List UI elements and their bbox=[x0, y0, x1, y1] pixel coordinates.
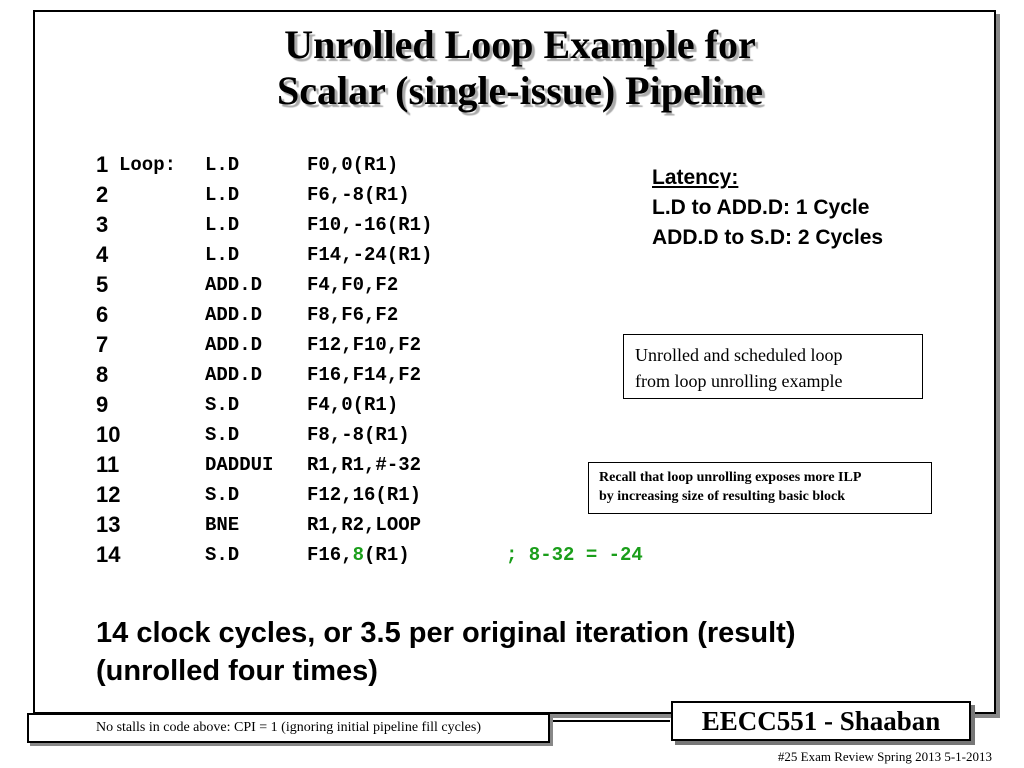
latency-heading: Latency: bbox=[652, 166, 739, 189]
opcode: ADD.D bbox=[205, 274, 263, 296]
operands: F16,F14,F2 bbox=[307, 364, 422, 386]
opcode: ADD.D bbox=[205, 364, 263, 386]
line-number: 11 bbox=[96, 452, 120, 477]
code-label: Loop: bbox=[119, 154, 177, 176]
latency-line-2: ADD.D to S.D: 2 Cycles bbox=[652, 226, 884, 249]
line-number: 1 bbox=[96, 152, 109, 177]
slide-title bbox=[0, 22, 1024, 114]
opcode: L.D bbox=[205, 214, 240, 236]
operands: F0,0(R1) bbox=[307, 154, 399, 176]
line-number: 4 bbox=[96, 242, 109, 267]
opcode: ADD.D bbox=[205, 334, 263, 356]
opcode: S.D bbox=[205, 484, 240, 506]
course-brand-box: EECC551 - Shaaban bbox=[671, 701, 971, 741]
line-number: 8 bbox=[96, 362, 109, 387]
cpi-note-box: No stalls in code above: CPI = 1 (ignoring initial pipeline fill cycles) bbox=[27, 713, 550, 743]
operands: R1,R1,#-32 bbox=[307, 454, 422, 476]
line-number: 9 bbox=[96, 392, 109, 417]
operands: F4,0(R1) bbox=[307, 394, 399, 416]
operand-suffix: (R1) bbox=[364, 544, 410, 566]
summary-line-2: (unrolled four times) bbox=[96, 655, 378, 687]
operands: F14,-24(R1) bbox=[307, 244, 433, 266]
operands: F4,F0,F2 bbox=[307, 274, 399, 296]
divider-line bbox=[550, 720, 670, 722]
box2-line-1: Recall that loop unrolling exposes more ILP bbox=[599, 470, 862, 485]
title-line-1: Unrolled Loop Example for bbox=[284, 22, 756, 67]
unrolled-note-box bbox=[623, 334, 923, 399]
operands: R1,R2,LOOP bbox=[307, 514, 422, 536]
operands: F10,-16(R1) bbox=[307, 214, 433, 236]
box1-line-2: from loop unrolling example bbox=[635, 371, 843, 391]
operands: F6,-8(R1) bbox=[307, 184, 410, 206]
opcode: S.D bbox=[205, 394, 240, 416]
line-number: 14 bbox=[96, 542, 121, 567]
line-number: 13 bbox=[96, 512, 121, 537]
line-number: 2 bbox=[96, 182, 109, 207]
line-number: 12 bbox=[96, 482, 121, 507]
operands: F8,-8(R1) bbox=[307, 424, 410, 446]
box1-line-1: Unrolled and scheduled loop bbox=[635, 345, 843, 365]
latency-line-1: L.D to ADD.D: 1 Cycle bbox=[652, 196, 870, 219]
operands: F8,F6,F2 bbox=[307, 304, 399, 326]
line-number: 10 bbox=[96, 422, 121, 447]
latency-note bbox=[652, 163, 883, 253]
opcode: S.D bbox=[205, 424, 240, 446]
opcode: BNE bbox=[205, 514, 240, 536]
box2-line-2: by increasing size of resulting basic block bbox=[599, 489, 846, 504]
title-line-2: Scalar (single-issue) Pipeline bbox=[277, 68, 763, 113]
line-number: 6 bbox=[96, 302, 109, 327]
opcode: DADDUI bbox=[205, 454, 274, 476]
summary-text bbox=[96, 614, 795, 690]
code-comment: ; 8-32 = -24 bbox=[506, 544, 643, 566]
highlighted-offset: 8 bbox=[352, 544, 365, 566]
opcode: L.D bbox=[205, 184, 240, 206]
ilp-note-box bbox=[588, 462, 932, 514]
line-number: 5 bbox=[96, 272, 109, 297]
opcode: ADD.D bbox=[205, 304, 263, 326]
summary-line-1: 14 clock cycles, or 3.5 per original iteration (result) bbox=[96, 617, 796, 649]
operands: F12,F10,F2 bbox=[307, 334, 422, 356]
line-number: 3 bbox=[96, 212, 109, 237]
operand-prefix: F16, bbox=[307, 544, 353, 566]
line-number: 7 bbox=[96, 332, 109, 357]
opcode: L.D bbox=[205, 154, 240, 176]
slide-footer: #25 Exam Review Spring 2013 5-1-2013 bbox=[777, 749, 992, 764]
opcode: L.D bbox=[205, 244, 240, 266]
operands bbox=[307, 540, 410, 570]
opcode: S.D bbox=[205, 544, 240, 566]
operands: F12,16(R1) bbox=[307, 484, 422, 506]
